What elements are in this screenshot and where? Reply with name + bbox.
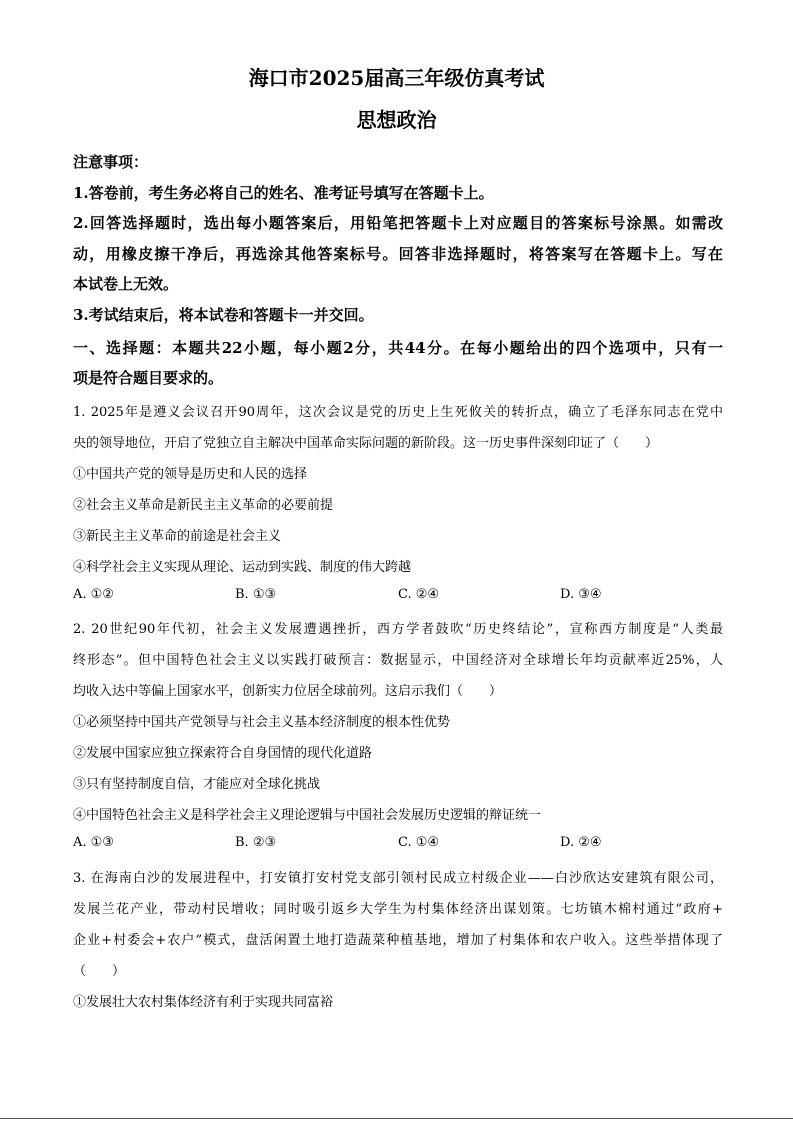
q1-statement-1: ①中国共产党的领导是历史和人民的选择 bbox=[73, 467, 308, 482]
notice-item-2-line-1: 2.回答选择题时，选出每小题答案后，用铅笔把答题卡上对应题目的答案标号涂黑。如需改 bbox=[73, 214, 723, 232]
exam-title: 海口市2025届高三年级仿真考试 bbox=[248, 66, 545, 90]
q2-statement-1: ①必须坚持中国共产党领导与社会主义基本经济制度的根本性优势 bbox=[73, 715, 451, 730]
section-heading-line-2: 项是符合题目要求的。 bbox=[73, 369, 224, 387]
q2-option-a: A. ①③ bbox=[73, 835, 114, 850]
notice-heading: 注意事项： bbox=[73, 153, 149, 171]
q1-stem-line-2: 央的领导地位，开启了党独立自主解决中国革命实际问题的新阶段。这一历史事件深刻印证了（ ） bbox=[73, 436, 659, 451]
q2-option-c: C. ①④ bbox=[398, 835, 440, 850]
notice-item-1: 1.答卷前，考生务必将自己的姓名、准考证号填写在答题卡上。 bbox=[73, 184, 494, 202]
subject-title: 思想政治 bbox=[356, 108, 437, 132]
q1-statement-4: ④科学社会主义实现从理论、运动到实践、制度的伟大跨越 bbox=[73, 560, 412, 575]
q1-statement-3: ③新民主主义革命的前途是社会主义 bbox=[73, 529, 282, 544]
q3-stem-line-4: （ ） bbox=[73, 964, 126, 979]
q3-stem-line-2: 发展兰花产业，带动村民增收；同时吸引返乡大学生为村集体经济出谋划策。七坊镇木棉村通过“政府+ bbox=[73, 902, 723, 917]
q2-statement-3: ③只有坚持制度自信，才能应对全球化挑战 bbox=[73, 777, 321, 792]
q3-stem-line-3: 企业+村委会+农户”模式，盘活闲置土地打造蔬菜种植基地，增加了村集体和农户收入。这些举措体现了 bbox=[73, 933, 723, 948]
q2-statement-2: ②发展中国家应独立探索符合自身国情的现代化道路 bbox=[73, 746, 373, 761]
q2-stem-line-2: 终形态”。但中国特色社会主义以实践打破预言：数据显示，中国经济对全球增长年均贡献率近25%，人 bbox=[73, 653, 723, 668]
section-heading-line-1: 一、选择题：本题共22小题，每小题2分，共44分。在每小题给出的四个选项中，只有一 bbox=[73, 339, 723, 357]
q2-stem-line-3: 均收入达中等偏上国家水平，创新实力位居全球前列。这启示我们（ ） bbox=[73, 684, 503, 699]
q2-option-d: D. ②④ bbox=[560, 835, 602, 850]
q1-statement-2: ②社会主义革命是新民主主义革命的必要前提 bbox=[73, 498, 334, 513]
notice-item-2-line-3: 本试卷上无效。 bbox=[73, 275, 179, 293]
q1-option-c: C. ②④ bbox=[398, 587, 440, 602]
q1-option-b: B. ①③ bbox=[235, 587, 277, 602]
q1-option-a: A. ①② bbox=[73, 587, 114, 602]
notice-item-2-line-2: 动，用橡皮擦干净后，再选涂其他答案标号。回答非选择题时，将答案写在答题卡上。写在 bbox=[73, 245, 723, 263]
q2-stem-line-1: 2. 20世纪90年代初，社会主义发展遭遇挫折，西方学者鼓吹“历史终结论”，宣称西方制度是“人类最 bbox=[73, 622, 723, 637]
notice-item-3: 3.考试结束后，将本试卷和答题卡一并交回。 bbox=[73, 306, 374, 324]
q2-statement-4: ④中国特色社会主义是科学社会主义理论逻辑与中国社会发展历史逻辑的辩证统一 bbox=[73, 808, 542, 823]
q1-option-d: D. ③④ bbox=[560, 587, 602, 602]
q3-stem-line-1: 3. 在海南白沙的发展进程中，打安镇打安村党支部引领村民成立村级企业——白沙欣达安建筑有限公司， bbox=[73, 871, 723, 886]
q2-option-b: B. ②③ bbox=[235, 835, 277, 850]
q3-statement-1: ①发展壮大农村集体经济有利于实现共同富裕 bbox=[73, 995, 334, 1010]
page-bottom-rule bbox=[0, 1118, 793, 1119]
q1-stem-line-1: 1. 2025年是遵义会议召开90周年，这次会议是党的历史上生死攸关的转折点，确立了毛泽东同志在党中 bbox=[73, 405, 723, 420]
